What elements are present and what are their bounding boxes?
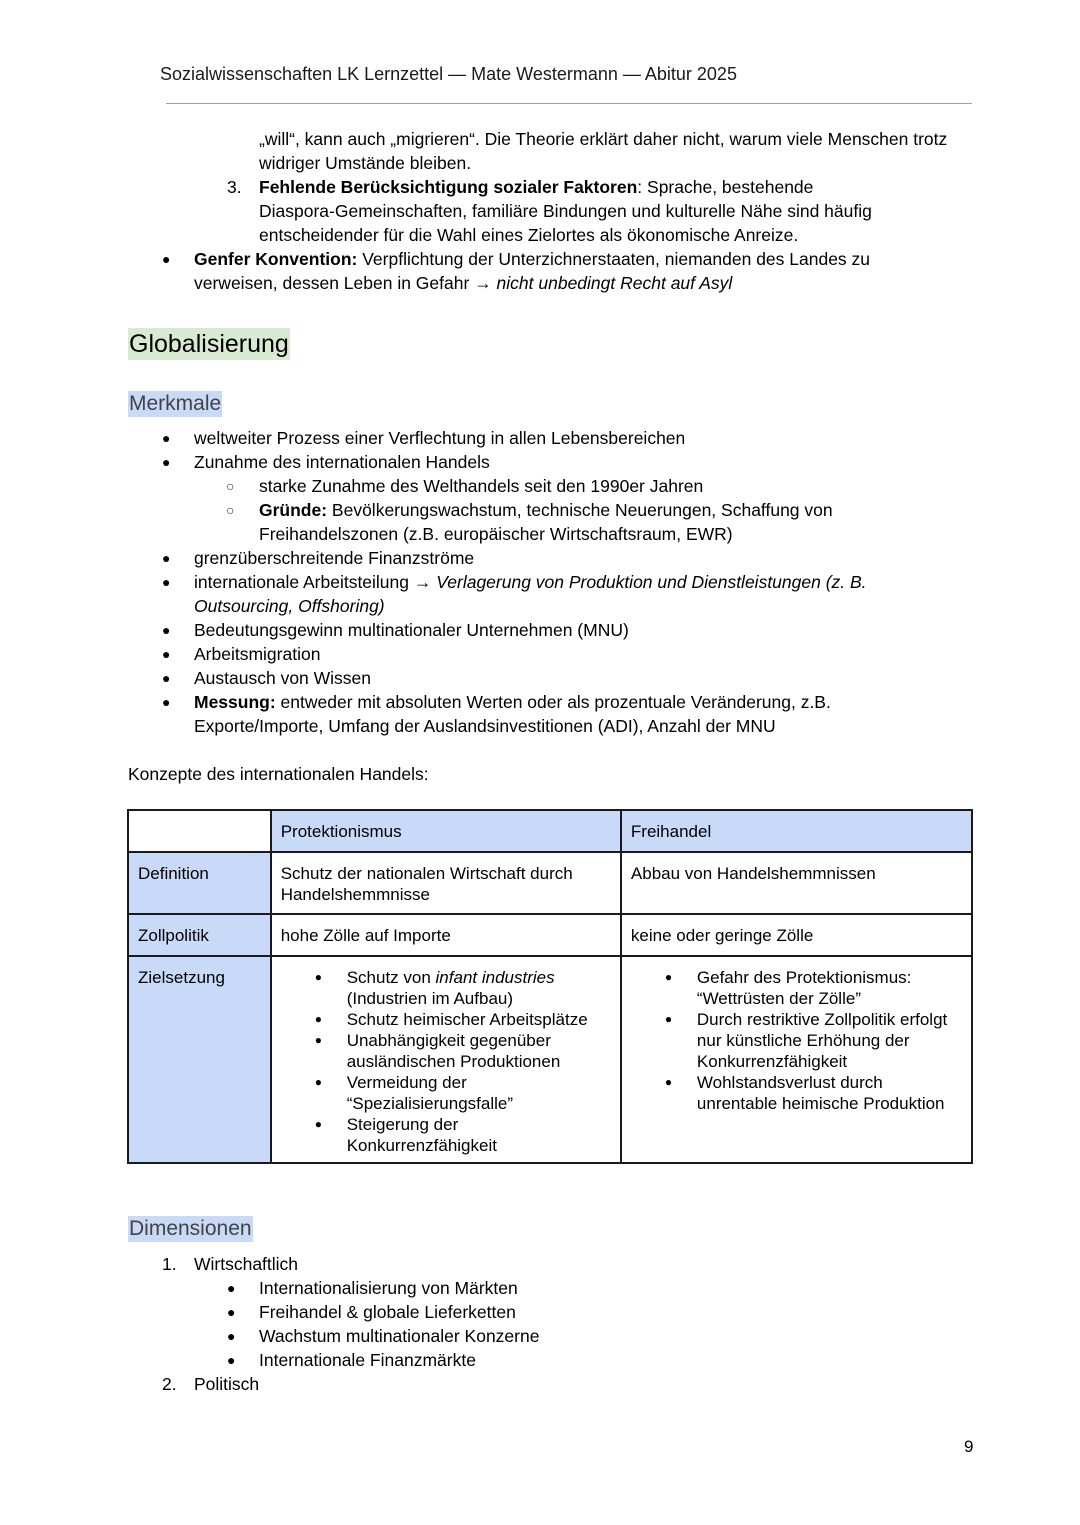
list-item: weltweiter Prozess einer Verflechtung in allen Lebensbereichen xyxy=(194,428,686,448)
trade-concepts-table xyxy=(127,809,973,1164)
emphasis: Outsourcing, Offshoring) xyxy=(194,596,385,616)
list-item: Wachstum multinationaler Konzerne xyxy=(259,1326,540,1346)
column-header-protektionismus: Protektionismus xyxy=(271,810,621,852)
list-item: Austausch von Wissen xyxy=(194,668,372,688)
bullet-icon: ● xyxy=(227,1280,236,1296)
list-item: ● Unabhängigkeit gegenüber ausländischen Produktionen xyxy=(281,1030,611,1072)
list-item: Bedeutungsgewinn multinationaler Unternehmen (MNU) xyxy=(194,620,629,640)
list-item-text: Exporte/Importe, Umfang der Auslandsinvestitionen (ADI), Anzahl der MNU xyxy=(194,716,776,736)
bullet-icon: ● xyxy=(162,574,171,590)
table-cell: Schutz der nationalen Wirtschaft durch Handelshemmnisse xyxy=(271,852,621,914)
page-number: 9 xyxy=(964,1437,974,1456)
list-item: internationale Arbeitsteilung → Verlagerung von Produktion und Dienstleistungen (z. B. xyxy=(194,572,867,592)
sub-list-item: Gründe: Bevölkerungswachstum, technische Neuerungen, Schaffung von xyxy=(259,500,833,520)
continuation-line-2: widriger Umstände bleiben. xyxy=(259,153,472,173)
row-header-definition: Definition xyxy=(128,852,271,914)
header-divider xyxy=(166,103,972,104)
column-header-freihandel: Freihandel xyxy=(621,810,972,852)
list-item: Arbeitsmigration xyxy=(194,644,321,664)
list-item-text: verweisen, dessen Leben in Gefahr → nicht unbedingt Recht auf Asyl xyxy=(194,273,733,293)
list-number: 1. xyxy=(162,1254,177,1274)
emphasis: nicht unbedingt Recht auf Asyl xyxy=(496,273,733,293)
bullet-icon: ● xyxy=(227,1304,236,1320)
list-item: ● Durch restriktive Zollpolitik erfolgt nur künstliche Erhöhung der Konkurrenzfähigkeit xyxy=(631,1009,962,1072)
subheading-dimensionen: Dimensionen xyxy=(129,1217,252,1240)
freihandel-goals-list xyxy=(631,967,962,1114)
row-header-zollpolitik: Zollpolitik xyxy=(128,914,271,956)
list-item-genfer: Genfer Konvention: Verpflichtung der Unterzichnerstaaten, niemanden des Landes zu xyxy=(194,249,871,269)
list-item: Internationale Finanzmärkte xyxy=(259,1350,476,1370)
dimension-politisch: Politisch xyxy=(194,1374,260,1394)
table-corner-cell xyxy=(128,810,271,852)
emphasis: infant industries xyxy=(435,968,555,987)
list-item: ● Schutz von infant industries (Industrien im Aufbau) xyxy=(281,967,611,1009)
table-cell: hohe Zölle auf Importe xyxy=(271,914,621,956)
bullet-icon: ● xyxy=(162,454,171,470)
list-item: ● Gefahr des Protektionismus: “Wettrüsten der Zölle” xyxy=(631,967,962,1009)
heading-globalisierung: Globalisierung xyxy=(129,330,289,358)
bullet-icon: ● xyxy=(162,622,171,638)
hollow-bullet-icon: ○ xyxy=(226,478,235,494)
bullet-icon: ● xyxy=(227,1328,236,1344)
table-cell xyxy=(621,956,972,1163)
list-item: ● Schutz heimischer Arbeitsplätze xyxy=(281,1009,611,1030)
row-header-zielsetzung: Zielsetzung xyxy=(128,956,271,1163)
list-item-text xyxy=(194,594,385,618)
table-row xyxy=(128,914,972,956)
bullet-icon: ● xyxy=(162,646,171,662)
sub-list-item: starke Zunahme des Welthandels seit den 1990er Jahren xyxy=(259,476,704,496)
document-header: Sozialwissenschaften LK Lernzettel — Mate Westermann — Abitur 2025 xyxy=(160,64,737,84)
bullet-icon: ● xyxy=(162,430,171,446)
protektionismus-goals-list xyxy=(281,967,611,1156)
konzepte-label: Konzepte des internationalen Handels: xyxy=(128,764,429,784)
table-cell: keine oder geringe Zölle xyxy=(621,914,972,956)
term-bold: Fehlende Berücksichtigung sozialer Faktoren xyxy=(259,177,638,197)
continuation-line-1: „will“, kann auch „migrieren“. Die Theorie erklärt daher nicht, warum viele Menschen trotz xyxy=(259,129,948,149)
list-number: 2. xyxy=(162,1374,177,1394)
list-item-text: Diaspora-Gemeinschaften, familiäre Bindungen und kulturelle Nähe sind häufig xyxy=(259,201,872,221)
subheading-merkmale: Merkmale xyxy=(129,392,222,415)
list-item: Internationalisierung von Märkten xyxy=(259,1278,518,1298)
term-bold: Messung: xyxy=(194,692,276,712)
list-item-text: entscheidender für die Wahl eines Zielortes als ökonomische Anreize. xyxy=(259,225,799,245)
table-header-row xyxy=(128,810,972,852)
list-item: Messung: entweder mit absoluten Werten oder als prozentuale Veränderung, z.B. xyxy=(194,692,831,712)
bullet-icon: ● xyxy=(162,550,171,566)
sub-list-item-text: Freihandelszonen (z.B. europäischer Wirtschaftsraum, EWR) xyxy=(259,524,733,544)
term-bold: Genfer Konvention: xyxy=(194,249,358,269)
list-item: grenzüberschreitende Finanzströme xyxy=(194,548,475,568)
list-item: ● Steigerung der Konkurrenzfähigkeit xyxy=(281,1114,611,1156)
dimension-wirtschaftlich: Wirtschaftlich xyxy=(194,1254,299,1274)
list-number: 3. xyxy=(227,177,242,197)
list-item: ● Vermeidung der “Spezialisierungsfalle” xyxy=(281,1072,611,1114)
bullet-icon: ● xyxy=(162,694,171,710)
bullet-icon: ● xyxy=(227,1352,236,1368)
term-bold: Gründe: xyxy=(259,500,328,520)
emphasis: Verlagerung von Produktion und Dienstleistungen (z. B. xyxy=(436,572,867,592)
table-cell: Abbau von Handelshemmnissen xyxy=(621,852,972,914)
list-item: Freihandel & globale Lieferketten xyxy=(259,1302,516,1322)
hollow-bullet-icon: ○ xyxy=(226,502,235,518)
table-row xyxy=(128,956,972,1163)
list-item: Zunahme des internationalen Handels xyxy=(194,452,490,472)
bullet-icon: ● xyxy=(162,670,171,686)
table-cell xyxy=(271,956,621,1163)
bullet-icon: ● xyxy=(162,251,171,267)
list-item-social-factors: Fehlende Berücksichtigung sozialer Faktoren: Sprache, bestehende xyxy=(259,177,814,197)
table-row xyxy=(128,852,972,914)
list-item: ● Wohlstandsverlust durch unrentable heimische Produktion xyxy=(631,1072,962,1114)
